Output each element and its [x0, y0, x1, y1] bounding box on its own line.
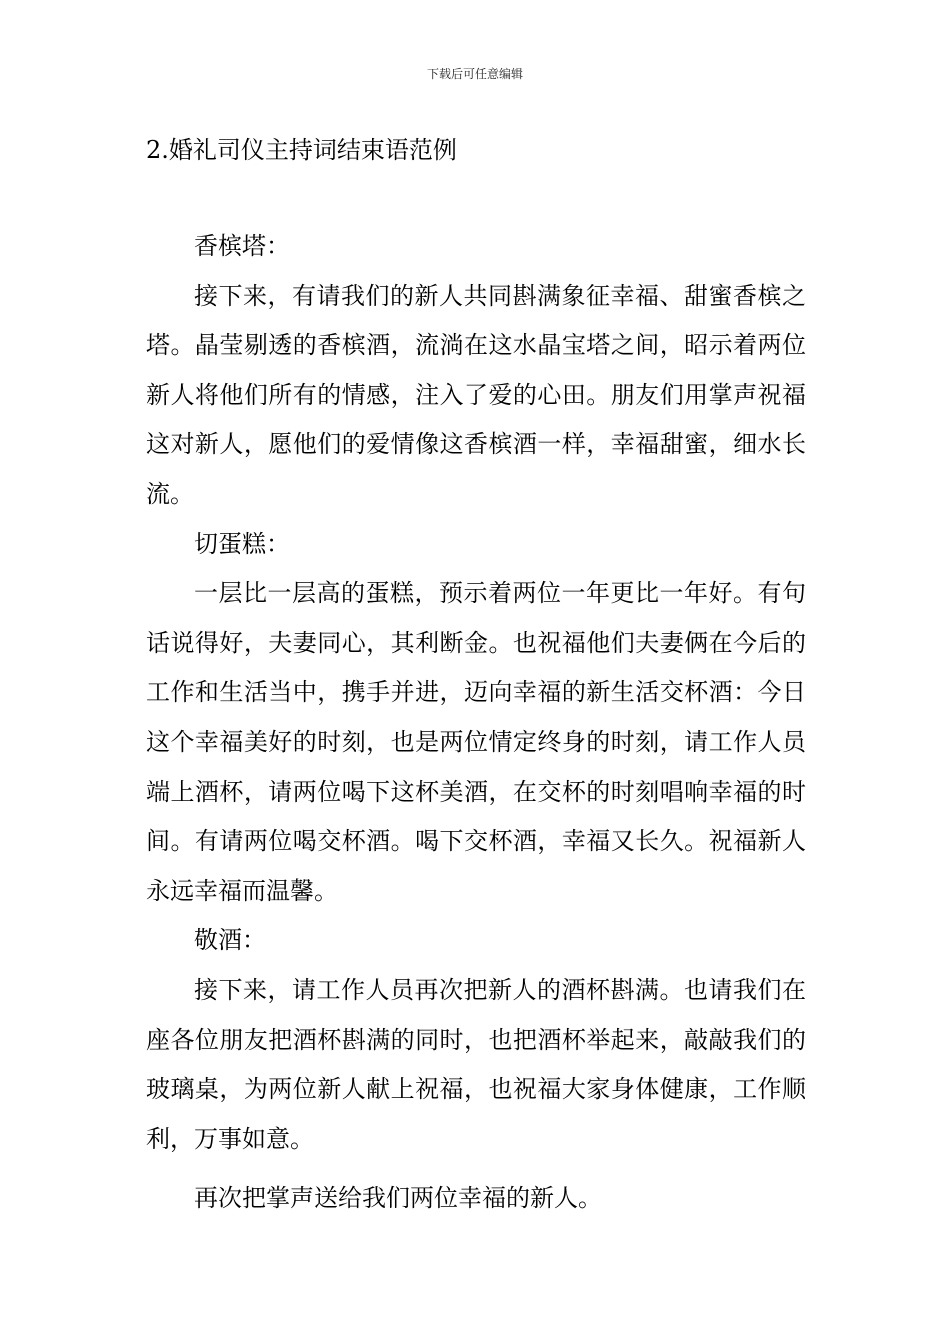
document-body	[146, 222, 806, 1224]
paragraph-closing: 再次把掌声送给我们两位幸福的新人。	[194, 1184, 602, 1213]
document-title: 2.婚礼司仪主持词结束语范例	[146, 136, 457, 164]
header-note: 下载后可任意编辑	[426, 67, 523, 81]
section-heading-cut-cake: 切蛋糕：	[194, 529, 290, 558]
paragraph-toast: 接下来，请工作人员再次把新人的酒杯斟满。也请我们在座各位朋友把酒杯斟满的同时，也把酒杯举起来，敲敲我们的玻璃桌，为两位新人献上祝福，也祝福大家身体健康，工作顺利，万事如意。	[146, 975, 806, 1153]
paragraph-cut-cake: 一层比一层高的蛋糕，预示着两位一年更比一年好。有句话说得好，夫妻同心，其利断金。也祝福他们夫妻俩在今后的工作和生活当中，携手并进，迈向幸福的新生活交杯酒：今日这个幸福美好的时刻，也是两位情定终身的时刻，请工作人员端上酒杯，请两位喝下这杯美酒，在交杯的时刻唱响幸福的时间。有请两位喝交杯酒。喝下交杯酒，幸福又长久。祝福新人永远幸福而温馨。	[146, 579, 806, 905]
section-heading-toast: 敬酒：	[194, 926, 266, 955]
section-heading-champagne-tower: 香槟塔：	[194, 232, 290, 260]
paragraph-champagne-tower: 接下来，有请我们的新人共同斟满象征幸福、甜蜜香槟之塔。晶莹剔透的香槟酒，流淌在这水晶宝塔之间，昭示着两位新人将他们所有的情感，注入了爱的心田。朋友们用掌声祝福这对新人，愿他们的爱情像这香槟酒一样，幸福甜蜜，细水长流。	[146, 281, 806, 508]
